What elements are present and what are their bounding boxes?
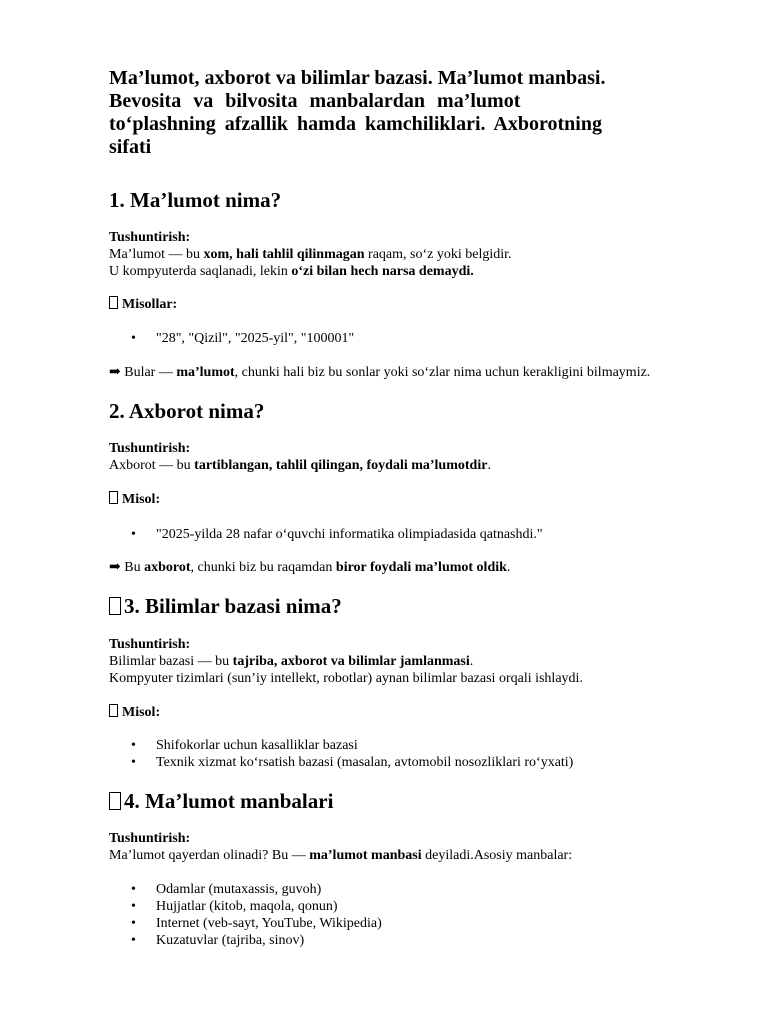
explanation-line: Ma’lumot qayerdan olinadi? Bu — ma’lumot manbasi deyiladi.Asosiy manbalar: (109, 848, 573, 863)
section-1-examples (109, 330, 354, 347)
missing-glyph-icon (109, 491, 118, 504)
explanation-label: Tushuntirish: (109, 230, 191, 245)
list-item: • "2025-yilda 28 nafar o‘quvchi informatika olimpiadasida qatnashdi." (109, 526, 543, 543)
section-2-examples (109, 526, 543, 543)
title-line: Bevosita va bilvosita manbalardan ma’lumot (109, 90, 521, 112)
missing-glyph-icon (109, 792, 121, 810)
section-4-explanation (109, 830, 572, 864)
document-title (109, 67, 709, 159)
section-1-conclusion: ➡ Bular — ma’lumot, chunki hali biz bu sonlar yoki so‘zlar nima uchun kerakligini bilmaymiz. (109, 365, 651, 380)
section-2-explanation (109, 440, 491, 474)
section-3-explanation (109, 636, 583, 687)
list-item: • Hujjatlar (kitob, maqola, qonun) (109, 898, 382, 915)
section-3-examples (109, 737, 573, 771)
arrow-right-icon: ➡ (109, 365, 121, 380)
list-item: • Odamlar (mutaxassis, guvoh) (109, 881, 382, 898)
list-item: • Shifokorlar uchun kasalliklar bazasi (109, 737, 573, 754)
list-item: • Texnik xizmat ko‘rsatish bazasi (masalan, avtomobil nosozliklari ro‘yxati) (109, 754, 573, 771)
missing-glyph-icon (109, 704, 118, 717)
explanation-line: Kompyuter tizimlari (sun’iy intellekt, robotlar) aynan bilimlar bazasi orqali ishlaydi. (109, 671, 583, 686)
title-line: Ma’lumot, axborot va bilimlar bazasi. Ma’lumot manbasi. (109, 67, 606, 89)
example-label: Misol: (109, 704, 160, 721)
explanation-label: Tushuntirish: (109, 831, 191, 846)
explanation-label: Tushuntirish: (109, 637, 191, 652)
title-line: sifati (109, 136, 152, 158)
section-1-heading: 1. Ma’lumot nima? (109, 188, 282, 212)
list-item: • Kuzatuvlar (tajriba, sinov) (109, 932, 382, 949)
section-4-sources (109, 881, 382, 949)
missing-glyph-icon (109, 597, 121, 615)
missing-glyph-icon (109, 296, 118, 309)
explanation-line: Axborot — bu tartiblangan, tahlil qilingan, foydali ma’lumotdir. (109, 458, 491, 473)
section-2-conclusion: ➡ Bu axborot, chunki biz bu raqamdan biror foydali ma’lumot oldik. (109, 560, 511, 575)
explanation-label: Tushuntirish: (109, 441, 191, 456)
explanation-line: U kompyuterda saqlanadi, lekin o‘zi bilan hech narsa demaydi. (109, 264, 474, 279)
list-item: • Internet (veb-sayt, YouTube, Wikipedia) (109, 915, 382, 932)
section-1-explanation (109, 229, 512, 280)
section-4-heading: 4. Ma’lumot manbalari (109, 788, 333, 814)
title-line: to‘plashning afzallik hamda kamchiliklari. Axborotning (109, 113, 602, 135)
explanation-line: Bilimlar bazasi — bu tajriba, axborot va bilimlar jamlanmasi. (109, 654, 474, 669)
example-label: Misol: (109, 491, 160, 508)
section-3-heading: 3. Bilimlar bazasi nima? (109, 593, 342, 619)
arrow-right-icon: ➡ (109, 560, 121, 575)
explanation-line: Ma’lumot — bu xom, hali tahlil qilinmagan raqam, so‘z yoki belgidir. (109, 247, 512, 262)
section-2-heading: 2. Axborot nima? (109, 399, 265, 423)
list-item: • "28", "Qizil", "2025-yil", "100001" (109, 330, 354, 347)
examples-label: Misollar: (109, 296, 177, 313)
